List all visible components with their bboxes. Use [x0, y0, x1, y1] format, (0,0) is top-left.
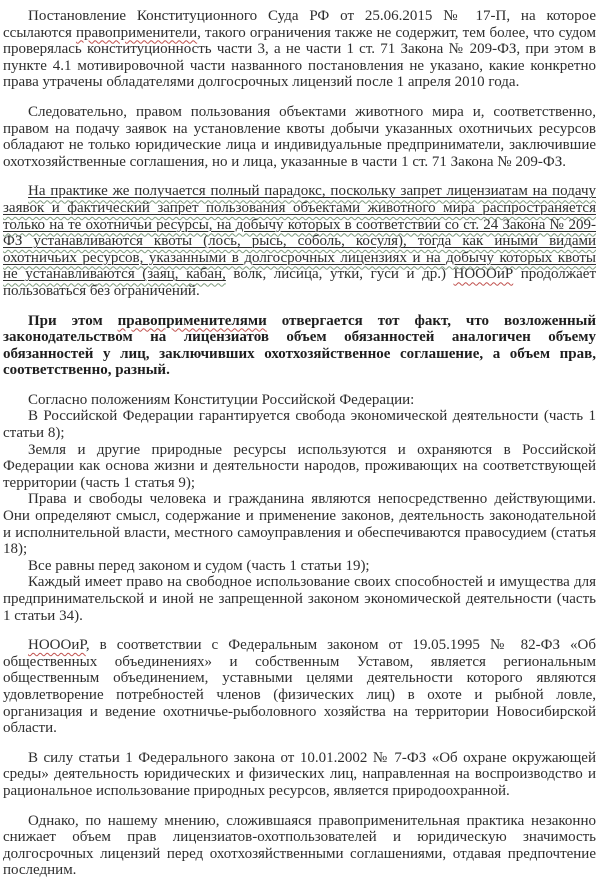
- para-constitution-art19: [3, 558, 596, 575]
- para-constitution-art8: [3, 408, 596, 441]
- para-constitution-art34: [3, 574, 596, 624]
- spellcheck-flagged-word: правоприменителями: [117, 312, 267, 329]
- para-constitution-intro: [3, 392, 596, 409]
- text-segment: Согласно положениям Конституции Российской Федерации:: [28, 391, 415, 408]
- para-paradox-underlined: [3, 183, 596, 299]
- text-segment: Каждый имеет право на свободное использование своих способностей и имущества для предпринимательской и иной не запрещенной законом экономической деятельности (часть 1 статьи 34).: [3, 574, 596, 624]
- text-segment: Следовательно, правом пользования объектами животного мира и, соответственно, правом на подачу заявок на установление квоты добычи указанных охотничьих ресурсов обладают не только юридические лица и индивидуальные предприниматели, заключившие охотхозяйственные соглашения, но и лица, указанные в части 1 ст. 71 Закона № 209-ФЗ.: [3, 103, 596, 170]
- text-segment: , в соответствии с Федеральным законом от 19.05.1995 № 82-ФЗ «Об общественных объединениях» и собственным Уставом, является региональным общественным объединением, уставными целями деятельности которого являются удовлетворение потребностей членов (физических лиц) в охоте и рыбной ловле, организация и ведение охотничье-рыболовного хозяйства на территории Новосибирской области.: [3, 637, 596, 737]
- text-segment: В силу статьи 1 Федерального закона от 10.01.2002 № 7-ФЗ «Об охране окружающей среды» деятельность юридических и физических лиц, направленная на воспроизводство и рациональное использование природных ресурсов, является природоохранной.: [3, 749, 596, 799]
- text-segment: Права и свободы человека и гражданина являются непосредственно действующими. Они определяют смысл, содержание и применение законов, деятельность законодательной и исполнительной власти, местного самоуправления и обеспечиваются правосудием (статья 18);: [3, 491, 596, 558]
- para-consequently: [3, 104, 596, 170]
- spellcheck-flagged-word: НОООиР: [453, 266, 514, 283]
- text-segment: Постановление Конституционного Суда РФ от 25.06.2015 № 17-П, на которое ссылаются: [3, 8, 596, 41]
- para-noooir-charter: [3, 637, 596, 737]
- spellcheck-flagged-word: НОООиР: [28, 637, 86, 654]
- text-segment: Однако, по нашему мнению, сложившаяся правоприменительная практика незаконно снижает объем прав лицензиатов-охотпользователей и юридическую значимость долгосрочных лицензий перед охотхозяйственными соглашениями, отдавая предпочтение последним.: [3, 812, 596, 879]
- text-segment: На практике же получается полный парадокс, поскольку запрет лицензиатам на подачу заявок и фактический запрет пользования объектами животного мира распространяется только на те охотничьи ресурсы, на добычу которых в соответствии со ст. 24 Закона № 209-ФЗ устанавливаются квоты (лось, рысь, соболь, косуля), тогда как иными видами охотничьих ресурсов, указанными в долгосрочных лицензиях и на добычу которых квоты не устанавливаются (заяц, кабан,: [3, 183, 596, 283]
- para-constitution-art9: [3, 442, 596, 492]
- para-bold-objection: [3, 313, 596, 379]
- text-segment: Все равны перед законом и судом (часть 1 статьи 19);: [28, 557, 370, 574]
- text-segment: При этом: [28, 312, 118, 329]
- para-environment-law: [3, 750, 596, 800]
- text-segment: Земля и другие природные ресурсы используются и охраняются в Российской Федерации как основа жизни и деятельности народов, проживающих на соответствующей территории (часть 1 статья 9);: [3, 441, 596, 491]
- document-body: [3, 8, 596, 879]
- text-segment: отвергается тот факт, что возложенный законодательством на лицензиатов объем обязанностей аналогичен объему обязанностей у лиц, заключивших охотхозяйственное соглашение, а объем прав, соответственно, разный.: [3, 312, 596, 379]
- spellcheck-flagged-word: правоприменители: [75, 24, 198, 41]
- para-constitution-art18: [3, 491, 596, 557]
- text-segment: продолжает пользоваться без ограничений.: [3, 266, 596, 299]
- para-court-ruling: [3, 8, 596, 91]
- text-segment: волк, лисица, утки, гуси и др.): [225, 266, 454, 283]
- para-conclusion: [3, 813, 596, 879]
- text-segment: В Российской Федерации гарантируется свобода экономической деятельности (часть 1 статьи 8);: [3, 408, 596, 442]
- text-segment: , такого ограничения также не содержит, тем более, что судом проверялась конституционность части 3, а не части 1 ст. 71 Закона № 209-ФЗ, при этом в пункте 4.1 мотивировочной части названного постановления не указано, какие конкретно права утрачены обладателями долгосрочных лицензий после 1 апреля 2010 года.: [3, 24, 596, 91]
